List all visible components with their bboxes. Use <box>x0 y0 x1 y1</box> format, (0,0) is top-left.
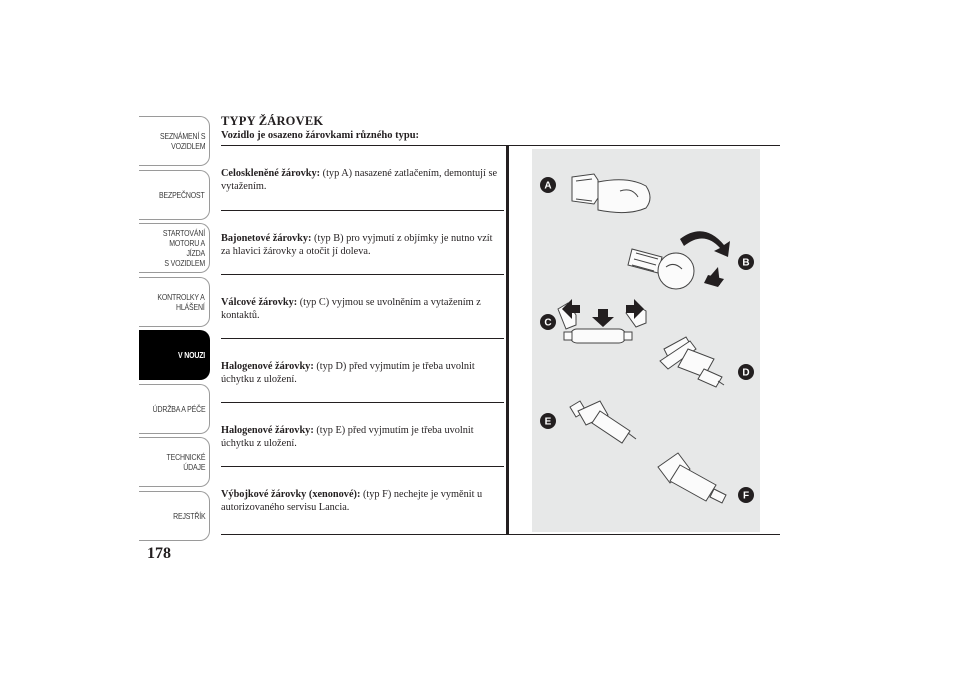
chapter-tabs <box>139 116 210 544</box>
tab-label: REJSTŘÍK <box>172 510 205 521</box>
bulb-type-name: Halogenové žárovky: <box>221 425 314 436</box>
bulb-a-icon <box>572 174 650 213</box>
tab-v-nouzi[interactable] <box>139 330 210 380</box>
page-number: 178 <box>147 545 171 562</box>
tab-seznameni-s-vozidlem[interactable] <box>139 116 210 166</box>
bulb-type-description: (typ A) nasazené zatlačením, demontují se vytažením. <box>221 168 498 192</box>
tab-label: KONTROLKY A HLÁŠENÍ <box>157 291 205 312</box>
tab-label: V NOUZI <box>177 350 205 360</box>
label-b: B <box>742 257 750 269</box>
label-f: F <box>742 490 750 502</box>
bulb-type-row <box>221 146 504 210</box>
bulb-type-description: (typ C) vyjmou se uvolněním a vytažením z kontaktů. <box>221 297 481 321</box>
tab-label: BEZPEČNOST <box>159 189 205 200</box>
bulb-type-name: Válcové žárovky: <box>221 297 298 308</box>
bulb-type-row <box>221 338 504 402</box>
bulb-types-illustration <box>532 149 760 532</box>
column-divider <box>506 145 509 535</box>
label-e: E <box>544 416 552 428</box>
divider <box>221 534 780 535</box>
label-f-icon <box>738 487 754 503</box>
section-subtitle: Vozidlo je osazeno žárovkami různého typu: <box>221 130 420 141</box>
bulb-type-description: (typ B) pro vyjmutí z objímky je nutno vzít za hlavici žárovky a otočit jí doleva. <box>221 233 493 257</box>
tab-kontrolky[interactable] <box>139 277 210 327</box>
bulb-type-description: (typ F) nechejte je vyměnit u autorizovaného servisu Lancia. <box>221 489 483 513</box>
label-c: C <box>544 317 552 329</box>
tab-label: STARTOVÁNÍ MOTORU A JÍZDA S VOZIDLEM <box>162 228 205 268</box>
tab-technicke-udaje[interactable] <box>139 437 210 487</box>
bulb-type-list <box>221 146 504 530</box>
bulb-type-row <box>221 274 504 338</box>
label-c-icon <box>540 314 556 330</box>
tab-udrzba-a-pece[interactable] <box>139 384 210 434</box>
bulb-b-icon <box>628 249 694 289</box>
bulb-type-name: Bajonetové žárovky: <box>221 233 312 244</box>
bulb-type-row <box>221 210 504 274</box>
bulb-type-description: (typ D) před vyjmutím je třeba uvolnit úchytku z uložení. <box>221 361 475 385</box>
tab-bezpecnost[interactable] <box>139 170 210 220</box>
label-b-icon <box>738 254 754 270</box>
tab-label: TECHNICKÉ ÚDAJE <box>166 452 205 472</box>
label-a: A <box>544 180 552 192</box>
section-title: TYPY ŽÁROVEK <box>221 114 324 128</box>
label-a-icon <box>540 177 556 193</box>
bulb-type-description: (typ E) před vyjmutím je třeba uvolnit úchytku z uložení. <box>221 425 474 449</box>
bulb-f-icon <box>658 453 726 503</box>
bulb-type-name: Celoskleněné žárovky: <box>221 168 321 179</box>
bulb-e-icon <box>570 401 636 443</box>
bulb-d-icon <box>660 337 724 387</box>
bulb-type-row <box>221 402 504 466</box>
label-e-icon <box>540 413 556 429</box>
tab-rejstrik[interactable] <box>139 491 210 541</box>
label-d-icon <box>738 364 754 380</box>
tab-label: SEZNÁMENÍ S VOZIDLEM <box>159 131 205 151</box>
label-d: D <box>742 367 750 379</box>
bulb-type-row <box>221 466 504 530</box>
tab-label: ÚDRŽBA A PÉČE <box>152 403 205 414</box>
bulb-illustration-svg <box>532 149 760 532</box>
bulb-type-name: Výbojkové žárovky (xenonové): <box>221 489 361 500</box>
tab-startovani[interactable] <box>139 223 210 273</box>
bulb-type-name: Halogenové žárovky: <box>221 361 314 372</box>
